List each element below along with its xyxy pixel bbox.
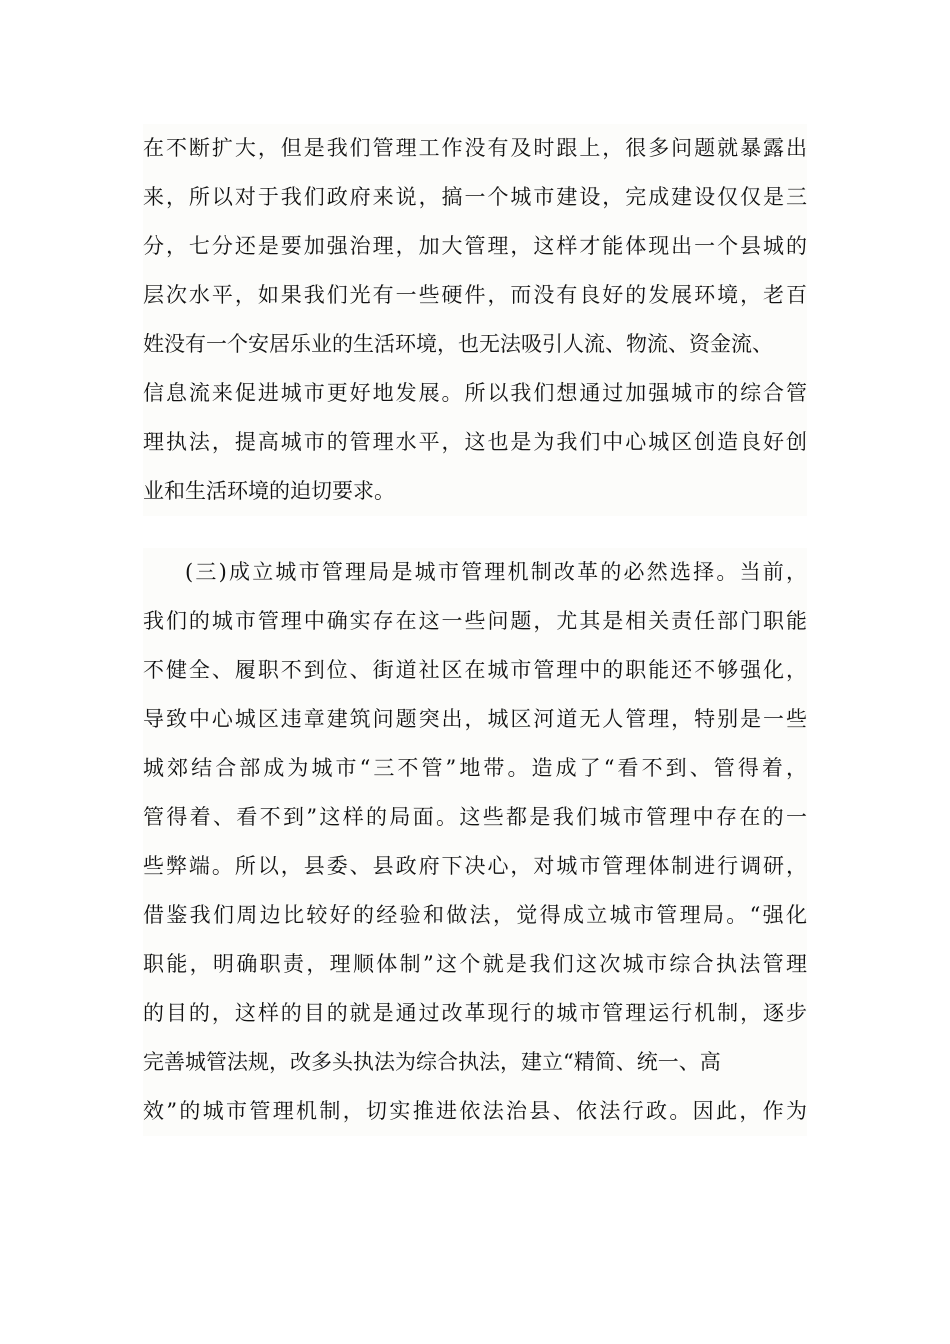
text-line: 理执法，提高城市的管理水平，这也是为我们中心城区创造良好创 [143, 430, 807, 454]
text-line: 业和生活环境的迫切要求。 [143, 479, 395, 503]
text-line: 完善城管法规，改多头执法为综合执法，建立“精简、统一、高 [143, 1050, 721, 1074]
text-line: 管得着、看不到”这样的局面。这些都是我们城市管理中存在的一 [143, 805, 807, 829]
text-line: 信息流来促进城市更好地发展。所以我们想通过加强城市的综合管 [143, 381, 807, 405]
text-line: 的目的，这样的目的就是通过改革现行的城市管理运行机制，逐步 [143, 1001, 807, 1025]
paragraph-1 [143, 124, 807, 516]
text-line: 职能，明确职责，理顺体制”这个就是我们这次城市综合执法管理 [143, 952, 807, 976]
text-line: 在不断扩大，但是我们管理工作没有及时跟上，很多问题就暴露出 [143, 136, 807, 160]
text-line: 借鉴我们周边比较好的经验和做法，觉得成立城市管理局。“强化 [143, 903, 807, 927]
text-line: 分，七分还是要加强治理，加大管理，这样才能体现出一个县城的 [143, 234, 807, 258]
text-line: 姓没有一个安居乐业的生活环境，也无法吸引人流、物流、资金流、 [143, 332, 773, 356]
text-line: (三)成立城市管理局是城市管理机制改革的必然选择。当前， [185, 560, 807, 584]
text-line: 导致中心城区违章建筑问题突出，城区河道无人管理，特别是一些 [143, 707, 807, 731]
text-line: 些弊端。所以，县委、县政府下决心，对城市管理体制进行调研， [143, 854, 807, 878]
text-line: 不健全、履职不到位、街道社区在城市管理中的职能还不够强化， [143, 658, 807, 682]
text-line: 我们的城市管理中确实存在这一些问题，尤其是相关责任部门职能 [143, 609, 807, 633]
paragraph-2 [143, 548, 807, 1136]
text-line: 层次水平，如果我们光有一些硬件，而没有良好的发展环境，老百 [143, 283, 807, 307]
text-line: 效”的城市管理机制，切实推进依法治县、依法行政。因此，作为 [143, 1099, 807, 1123]
text-line: 城郊结合部成为城市“三不管”地带。造成了“看不到、管得着， [143, 756, 807, 780]
text-line: 来，所以对于我们政府来说，搞一个城市建设，完成建设仅仅是三 [143, 185, 807, 209]
